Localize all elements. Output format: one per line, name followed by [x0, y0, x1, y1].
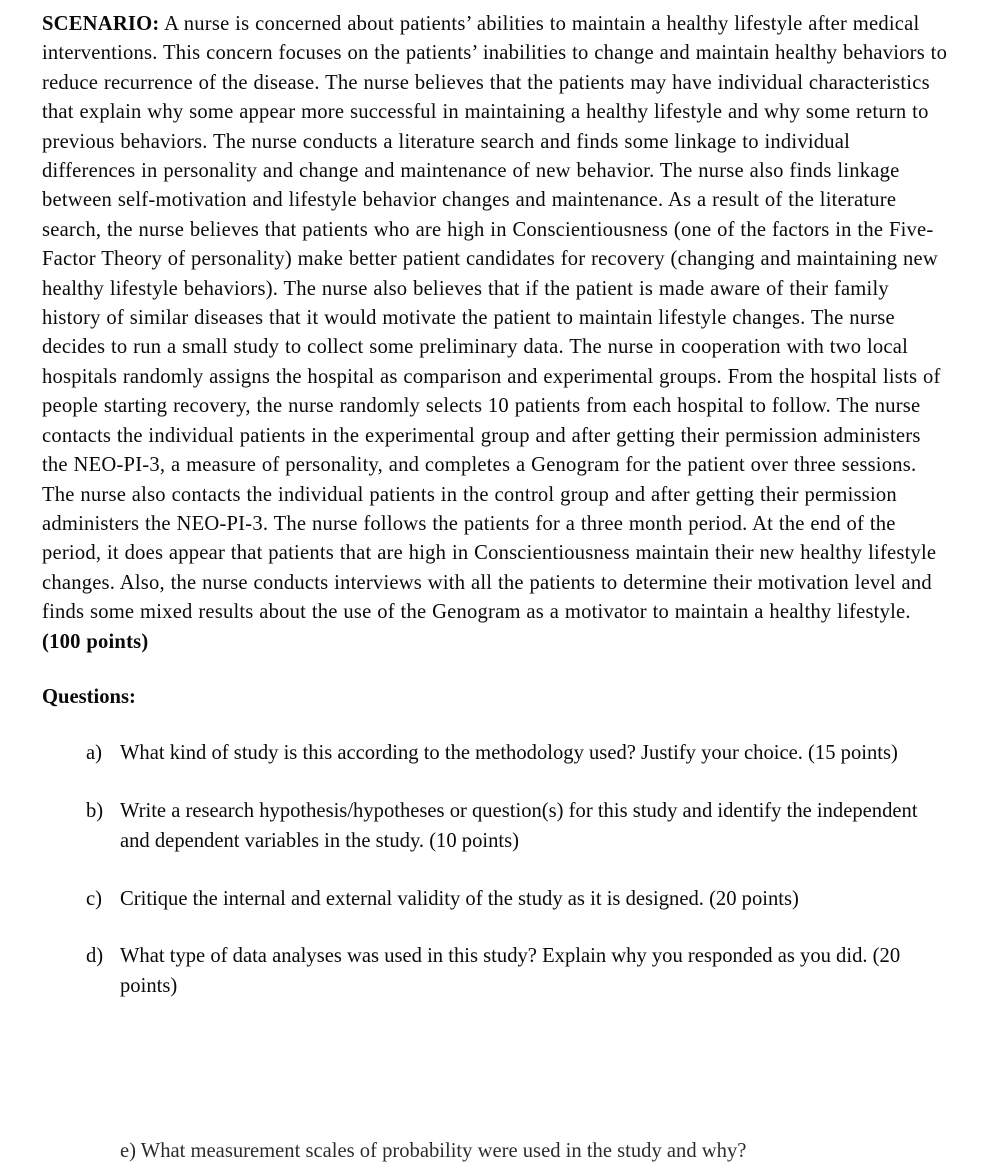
question-text-d: What type of data analyses was used in this study? Explain why you responded as you did. (20 points): [120, 945, 901, 997]
questions-list: [42, 712, 960, 1001]
question-marker-b: b): [86, 800, 104, 823]
question-item-d: [42, 942, 924, 1001]
scenario-label: SCENARIO:: [42, 13, 160, 35]
question-item-c: [42, 885, 924, 914]
question-item-b: [42, 797, 924, 856]
question-marker-a: a): [86, 742, 102, 765]
question-text-c: Critique the internal and external validity of the study as it is designed. (20 points): [120, 887, 799, 910]
question-text-a: What kind of study is this according to the methodology used? Justify your choice. (15 points): [120, 742, 898, 765]
scenario-body-text: A nurse is concerned about patients’ abilities to maintain a healthy lifestyle after medical interventions. This concern focuses on the patients’ inabilities to change and maintain healthy behaviors to reduce recurrence of the disease. The nurse believes that the patients may have individual characteristics that explain why some appear more successful in maintaining a healthy lifestyle and why some return to previous behaviors. The nurse conducts a literature search and finds some linkage to individual differences in personality and change and maintenance of new behavior. The nurse also finds linkage between self-motivation and lifestyle behavior changes and maintenance. As a result of the literature search, the nurse believes that patients who are high in Conscientiousness (one of the factors in the Five-Factor Theory of personality) make better patient candidates for recovery (changing and maintaining new healthy lifestyle behaviors). The nurse also believes that if the patient is made aware of their family history of similar diseases that it would motivate the patient to maintain lifestyle changes. The nurse decides to run a small study to collect some preliminary data. The nurse in cooperation with two local hospitals randomly assigns the hospital as comparison and experimental groups. From the hospital lists of people starting recovery, the nurse randomly selects 10 patients from each hospital to follow. The nurse contacts the individual patients in the experimental group and after getting their permission administers the NEO-PI-3, a measure of personality, and completes a Genogram for the patient over three sessions. The nurse also contacts the individual patients in the control group and after getting their permission administers the NEO-PI-3. The nurse follows the patients for a three month period. At the end of the period, it does appear that patients that are high in Conscientiousness maintain their new healthy lifestyle changes. Also, the nurse conducts interviews with all the patients to determine their motivation level and finds some mixed results about the use of the Genogram as a motivator to maintain a healthy lifestyle.: [42, 13, 948, 624]
scenario-paragraph: [42, 10, 948, 657]
question-marker-c: c): [86, 887, 102, 910]
cutoff-partial-line-text: e) What measurement scales of probability were used in the study and why?: [120, 1140, 747, 1162]
questions-heading: Questions:: [42, 685, 136, 708]
scenario-total-points: (100 points): [42, 630, 149, 653]
question-text-b: Write a research hypothesis/hypotheses or question(s) for this study and identify the independent and dependent variables in the study. (10 points): [120, 800, 918, 852]
question-marker-d: d): [86, 945, 104, 968]
question-item-a: [42, 739, 924, 768]
cutoff-partial-line: [120, 1140, 960, 1166]
